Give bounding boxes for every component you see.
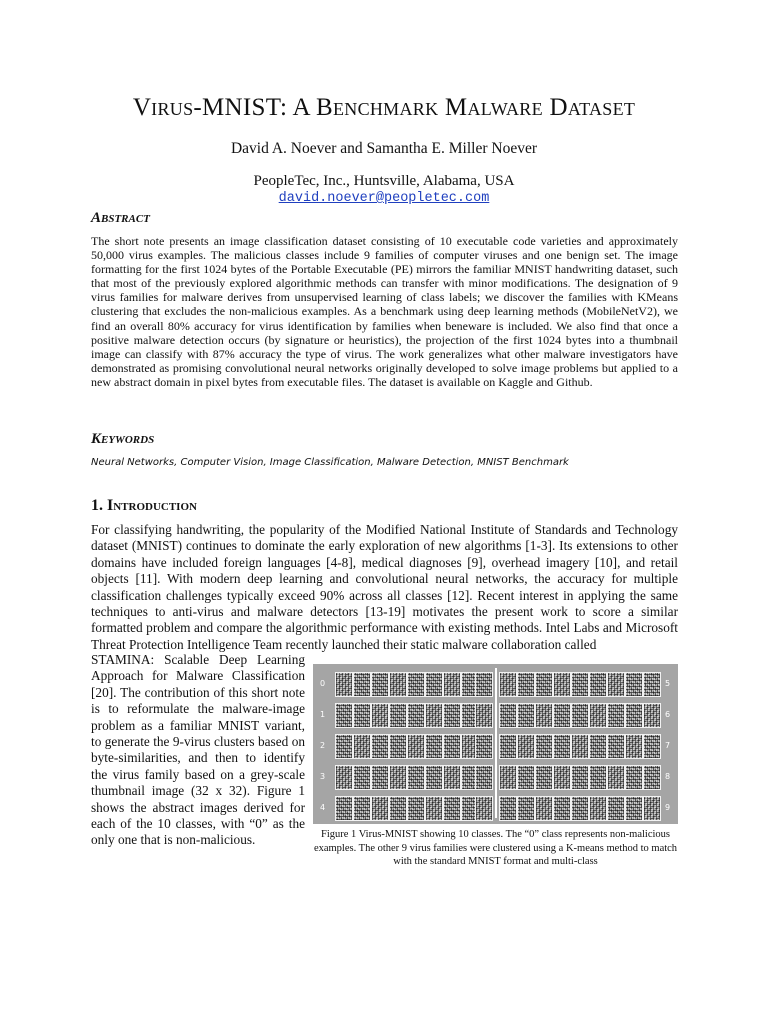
figure-class-label: 6 xyxy=(665,710,671,719)
author-email-link[interactable]: david.noever@peopletec.com xyxy=(278,191,490,206)
figure-sample-image xyxy=(643,796,661,821)
figure-sample-image xyxy=(353,703,371,728)
figure-class-label: 7 xyxy=(665,741,671,750)
figure-sample-image xyxy=(475,734,493,759)
figure-sample-image xyxy=(389,703,407,728)
figure-sample-image xyxy=(571,734,589,759)
figure-sample-image xyxy=(407,796,425,821)
figure-sample-image xyxy=(571,703,589,728)
figure-sample-image xyxy=(517,703,535,728)
figure-sample-image xyxy=(353,672,371,697)
figure-sample-image xyxy=(553,703,571,728)
figure-sample-image xyxy=(389,734,407,759)
figure-sample-image xyxy=(625,796,643,821)
figure-sample-image xyxy=(475,703,493,728)
figure-sample-image xyxy=(425,672,443,697)
figure-sample-image xyxy=(499,796,517,821)
figure-sample-image xyxy=(499,703,517,728)
figure-sample-image xyxy=(425,765,443,790)
figure-sample-image xyxy=(589,703,607,728)
figure-sample-image xyxy=(589,765,607,790)
figure-sample-image xyxy=(535,734,553,759)
figure-sample-image xyxy=(389,765,407,790)
figure-class-label: 9 xyxy=(665,803,671,812)
figure-sample-image xyxy=(643,734,661,759)
figure-sample-image xyxy=(517,734,535,759)
figure-sample-image xyxy=(407,734,425,759)
figure-divider xyxy=(495,668,497,818)
figure-sample-image xyxy=(517,796,535,821)
figure-sample-image xyxy=(475,765,493,790)
figure-sample-image xyxy=(407,765,425,790)
figure-sample-image xyxy=(371,703,389,728)
figure-sample-image xyxy=(443,703,461,728)
figure-sample-image xyxy=(407,703,425,728)
figure-sample-image xyxy=(589,672,607,697)
figure-sample-image xyxy=(475,672,493,697)
figure-sample-image xyxy=(335,703,353,728)
figure-class-label: 5 xyxy=(665,679,671,688)
figure-caption: Figure 1 Virus-MNIST showing 10 classes. The “0” class represents non-malicious examples. The other 9 virus families were clustered using a K-means method to match with the standard MNIST format and multi-class xyxy=(313,829,678,867)
figure-sample-image xyxy=(607,703,625,728)
figure-sample-image xyxy=(571,672,589,697)
figure-sample-image xyxy=(335,672,353,697)
figure-class-label: 4 xyxy=(320,803,326,812)
figure-sample-image xyxy=(499,734,517,759)
figure-virus-mnist xyxy=(313,664,678,824)
figure-sample-image xyxy=(443,765,461,790)
abstract-heading: Abstract xyxy=(91,210,150,226)
figure-sample-image xyxy=(607,734,625,759)
figure-sample-image xyxy=(425,703,443,728)
figure-sample-image xyxy=(589,734,607,759)
figure-sample-image xyxy=(589,796,607,821)
figure-sample-image xyxy=(571,796,589,821)
figure-sample-image xyxy=(335,734,353,759)
figure-sample-image xyxy=(535,796,553,821)
figure-sample-image xyxy=(389,796,407,821)
figure-sample-image xyxy=(335,765,353,790)
figure-sample-image xyxy=(353,796,371,821)
figure-sample-image xyxy=(517,672,535,697)
figure-sample-image xyxy=(517,765,535,790)
figure-sample-image xyxy=(443,672,461,697)
figure-sample-image xyxy=(475,796,493,821)
figure-sample-image xyxy=(571,765,589,790)
introduction-text: For classifying handwriting, the popularity of the Modified National Institute of Standards and Technology dataset (MNIST) continues to dominate the early exploration of new algorithms [1-3]. Its extensions to other domains have included foreign languages [4-8], medical diagnoses [9], overhead imagery [10], and retail objects [11]. With modern deep learning and convolutional neural networks, the accuracy for multiple classification challenges typically exceed 90% across all classes [12]. Recent interest in applying the same techniques to anti-virus and malware detectors [13-19] motivates the present work to score a similar formatted problem and compare the algorithmic performance with existing methods. Intel Labs and Microsoft Threat Protection Intelligence Team recently launched their static malware collaboration called xyxy=(91,522,678,652)
figure-sample-image xyxy=(607,796,625,821)
figure-sample-image xyxy=(553,796,571,821)
figure-class-label: 2 xyxy=(320,741,326,750)
figure-sample-image xyxy=(371,796,389,821)
figure-sample-image xyxy=(625,672,643,697)
figure-sample-image xyxy=(607,672,625,697)
paper-affiliation: PeopleTec, Inc., Huntsville, Alabama, USA xyxy=(253,173,515,189)
paper-title: Virus-MNIST: A Benchmark Malware Dataset xyxy=(132,94,636,121)
figure-class-label: 3 xyxy=(320,772,326,781)
figure-sample-image xyxy=(371,734,389,759)
figure-sample-image xyxy=(335,796,353,821)
figure-sample-image xyxy=(643,703,661,728)
introduction-heading: 1. Introduction xyxy=(91,497,197,514)
keywords-text: Neural Networks, Computer Vision, Image Classification, Malware Detection, MNIST Benchmark xyxy=(91,457,569,468)
figure-sample-image xyxy=(553,672,571,697)
figure-sample-image xyxy=(353,765,371,790)
figure-sample-image xyxy=(607,765,625,790)
figure-sample-image xyxy=(535,672,553,697)
figure-sample-image xyxy=(443,796,461,821)
figure-sample-image xyxy=(371,765,389,790)
figure-sample-image xyxy=(535,703,553,728)
figure-sample-image xyxy=(625,765,643,790)
figure-sample-image xyxy=(553,734,571,759)
figure-sample-image xyxy=(389,672,407,697)
figure-sample-image xyxy=(535,765,553,790)
figure-class-label: 1 xyxy=(320,710,326,719)
figure-sample-image xyxy=(499,672,517,697)
figure-sample-image xyxy=(371,672,389,697)
figure-sample-image xyxy=(643,765,661,790)
figure-sample-image xyxy=(625,703,643,728)
paper-authors: David A. Noever and Samantha E. Miller Noever xyxy=(230,140,538,157)
figure-sample-image xyxy=(553,765,571,790)
figure-sample-image xyxy=(643,672,661,697)
figure-class-label: 8 xyxy=(665,772,671,781)
figure-sample-image xyxy=(625,734,643,759)
figure-sample-image xyxy=(425,796,443,821)
figure-sample-image xyxy=(499,765,517,790)
figure-class-label: 0 xyxy=(320,679,326,688)
figure-sample-image xyxy=(353,734,371,759)
abstract-text: The short note presents an image classification dataset consisting of 10 executable code varieties and approximately 50,000 virus examples. The malicious classes include 9 families of computer viruses and one benign set. The image formatting for the first 1024 bytes of the Portable Executable (PE) mirrors the familiar MNIST handwriting dataset, such that most of the previously explored algorithmic methods can transfer with minor modifications. The designation of 9 virus families for malware derives from unsupervised learning of class labels; we discover the families with KMeans clustering that excludes the non-malicious examples. As a benchmark using deep learning methods (MobileNetV2), we find an overall 80% accuracy for virus identification by families when beneware is included. We also find that once a positive malware detection occurs (by signature or heuristics), the projection of the first 1024 bytes into a thumbnail image can classify with 87% accuracy the type of virus. The work generalizes what other malware investigators have demonstrated as promising convolutional neural networks originally developed to solve image problems but applied to a new abstract domain in pixel bytes from executable files. The dataset is available on Kaggle and Github. xyxy=(91,234,678,389)
figure-sample-image xyxy=(443,734,461,759)
keywords-heading: Keywords xyxy=(91,431,155,447)
introduction-text-side: STAMINA: Scalable Deep Learning Approach for Malware Classification [20]. The contribution of this short note is to reformulate the malware-image problem as a familiar MNIST variant, to generate the 9-virus clusters based on byte-similarities, and then to identify the virus family based on a grey-scale thumbnail image (32 x 32). Figure 1 shows the abstract images derived for each of the 10 classes, with “0” as the only one that is non-malicious. xyxy=(91,652,305,848)
figure-sample-image xyxy=(425,734,443,759)
figure-sample-image xyxy=(407,672,425,697)
